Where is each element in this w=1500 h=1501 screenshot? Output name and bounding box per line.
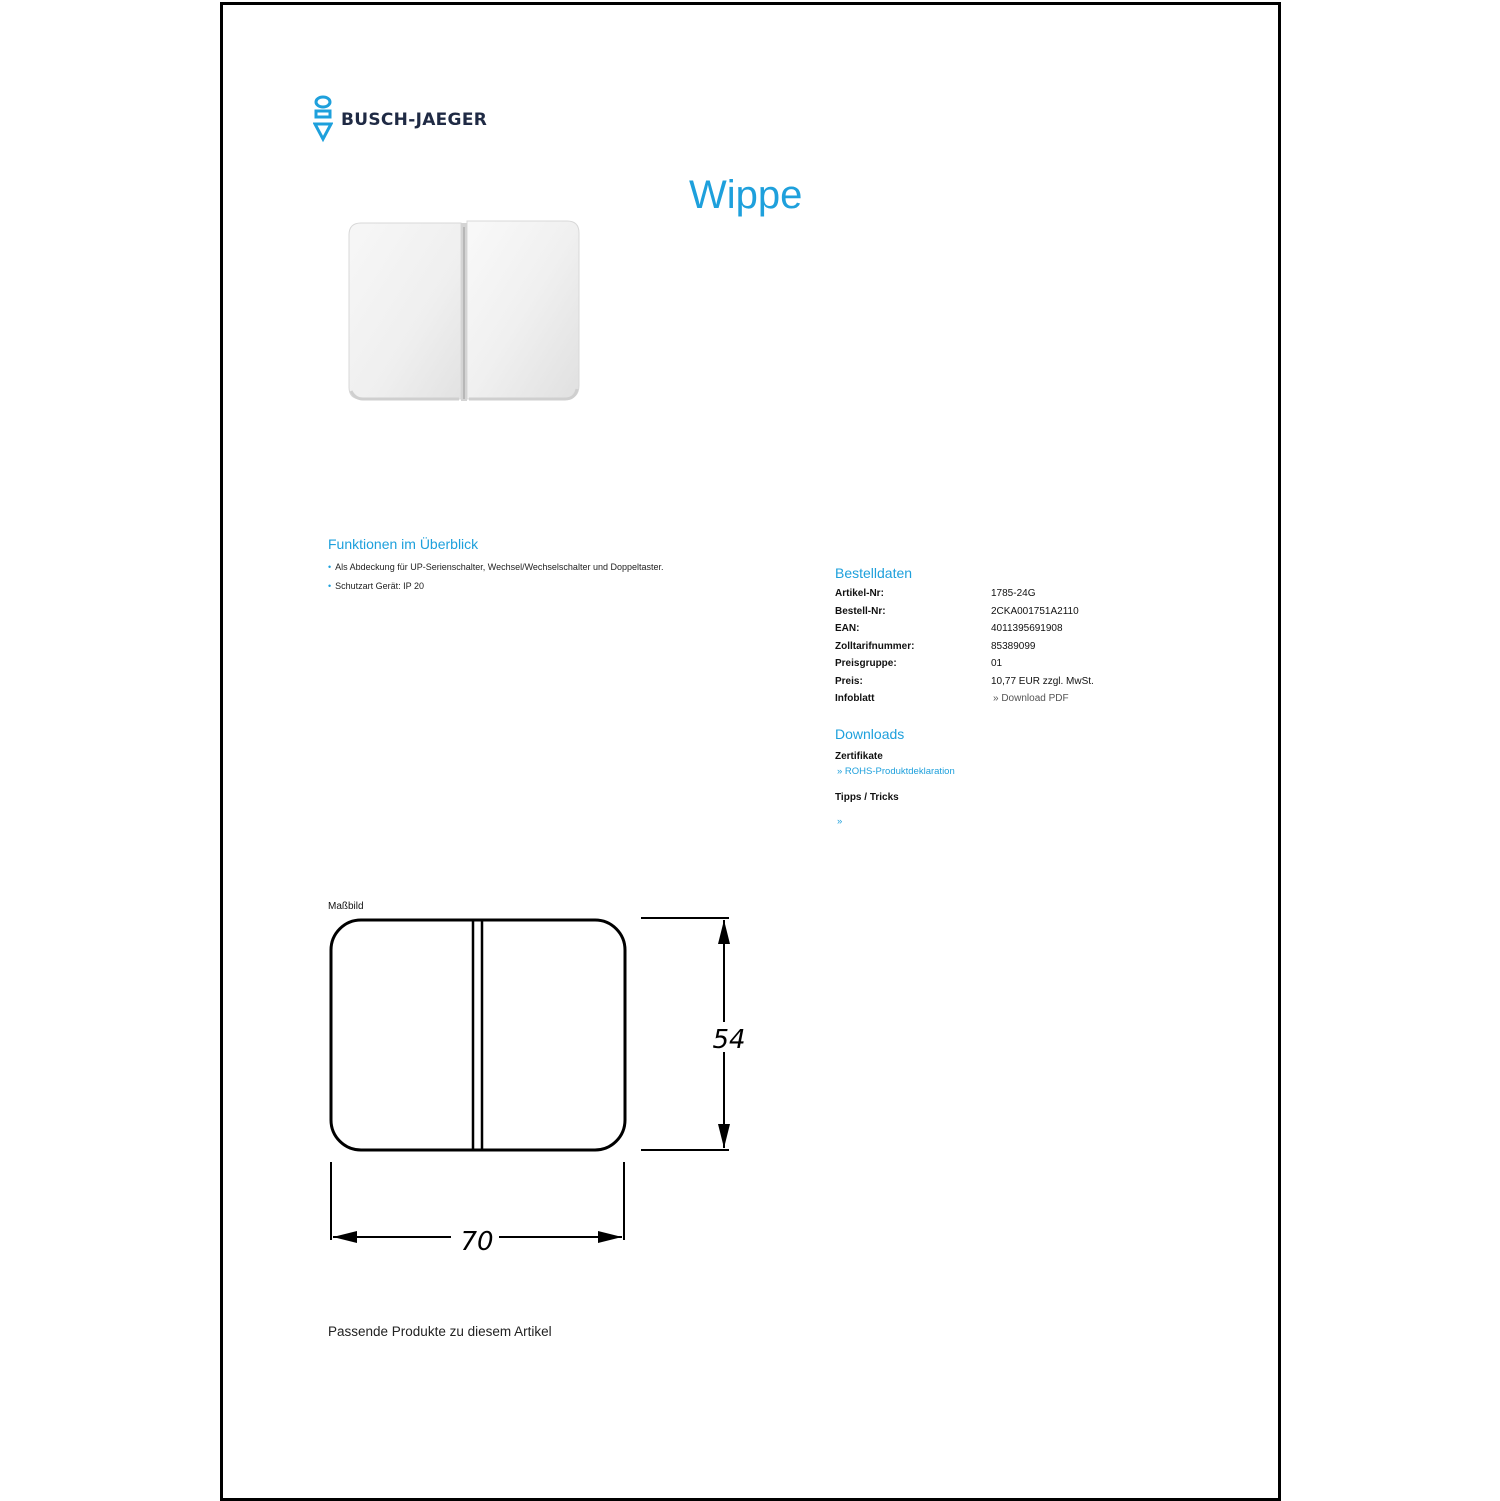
certificates-label: Zertifikate [835,751,883,762]
bullet-icon: • [328,562,332,572]
width-dimension: 70 [460,1227,494,1257]
dimension-drawing [319,910,759,1260]
arrow-down-icon [718,1124,730,1148]
tips-label: Tipps / Tricks [835,792,899,803]
order-row: Preis: 10,77 EUR zzgl. MwSt. [835,675,1094,687]
brand-logo[interactable] [313,95,487,145]
rocker-switch-photo [343,215,583,405]
order-table [835,588,1195,718]
arrow-up-icon [718,920,730,944]
function-item: • Als Abdeckung für UP-Serienschalter, Wechsel/Wechselschalter und Doppeltaster. [328,562,664,572]
arrow-right-icon [598,1231,622,1243]
order-row: Artikel-Nr: 1785-24G [835,588,1036,599]
order-row: Preisgruppe: 01 [835,658,1003,669]
outline-shape [331,920,625,1150]
related-products-heading: Passende Produkte zu diesem Artikel [328,1324,552,1339]
drawing-label: Maßbild [328,901,364,912]
arrow-left-icon [333,1231,357,1243]
function-item: • Schutzart Gerät: IP 20 [328,581,425,591]
rohs-declaration-link[interactable]: » ROHS-Produktdeklaration [837,766,955,777]
downloads-heading: Downloads [835,726,905,742]
order-row: Bestell-Nr: 2CKA001751A2110 [835,605,1079,617]
datasheet-page [220,2,1281,1501]
order-row: Zolltarifnummer: 85389099 [835,640,1036,652]
bullet-icon: • [328,581,332,591]
height-dimension: 54 [712,1025,746,1055]
tips-link[interactable]: » [837,816,843,827]
functions-heading: Funktionen im Überblick [328,536,479,552]
busch-jaeger-logo-icon [313,95,333,145]
order-row: EAN: 4011395691908 [835,623,1063,634]
order-heading: Bestelldaten [835,565,913,581]
order-row: Infoblatt » Download PDF [835,693,1069,704]
download-pdf-link[interactable]: » Download PDF [993,693,1069,704]
brand-name: BUSCH-JAEGER [341,110,488,130]
page-title: Wippe [689,173,803,217]
